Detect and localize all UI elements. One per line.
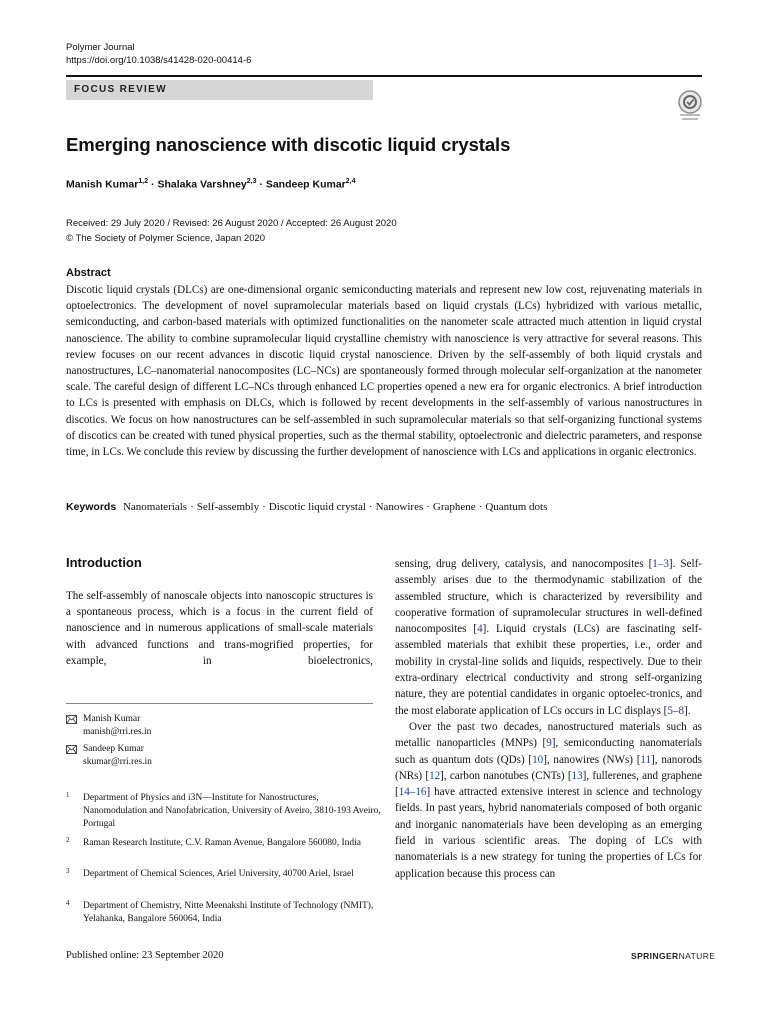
received-dates: Received: 29 July 2020 / Revised: 26 August 2020 / Accepted: 26 August 2020 [66, 218, 397, 229]
body-paragraph [395, 556, 702, 719]
body-text: ], fullerenes, and graphene [ [395, 769, 702, 799]
publisher-logo-text: SPRINGER [631, 951, 679, 961]
keywords-heading: Keywords [66, 501, 117, 513]
footnote-divider [66, 703, 373, 704]
published-date: Published online: 23 September 2020 [66, 950, 224, 961]
affiliation-text: Department of Chemistry, Nitte Meenakshi Institute of Technology (NMIT), Yelahanka, Bangalore 560064, India [83, 901, 374, 924]
affiliation-number: 4 [66, 899, 70, 907]
journal-name: Polymer Journal [66, 42, 135, 53]
author-name[interactable]: Sandeep Kumar [265, 178, 346, 191]
copyright-line: © The Society of Polymer Science, Japan 2020 [66, 233, 266, 244]
keyword-separator: · [262, 501, 266, 513]
email-envelope-icon [66, 745, 77, 754]
affiliation-text: Department of Physics and i3N—Institute for Nanostructures, Nanomodulation and Nanofabrication, University of Aveiro, 3810-193 Aveiro, Portugal [83, 793, 381, 829]
author-separator: · [151, 178, 155, 191]
citation-link[interactable]: 13 [571, 769, 583, 782]
author-affiliation-marker: 2,3 [246, 178, 257, 185]
author-name[interactable]: Manish Kumar [66, 178, 139, 191]
author-list [66, 178, 356, 191]
introduction-column-2 [395, 556, 702, 882]
keyword: Discotic liquid crystal [268, 501, 366, 513]
citation-link[interactable]: 9 [546, 737, 552, 750]
body-text: Over the past two decades, nanostructured materials such as metallic nanoparticles (MNPs) [ [395, 720, 702, 750]
body-text: ]. Liquid crystals (LCs) are fascinating self-assembled materials that exhibit these properties, i.e., order and mobility in crystal-line solids and liquids, respectively. Due to their extra-ordinary electrical conductivity and strong self-organizing nature, they are potential candidates in organic optoelec-tronics, and the most elaborate application of LCs occurs in LC displays [ [395, 623, 702, 717]
check-for-updates-icon[interactable] [674, 88, 706, 122]
body-paragraph [395, 719, 702, 882]
author-affiliation-marker: 2,4 [345, 178, 356, 185]
contact-name: Sandeep Kumar [83, 744, 144, 754]
author-affiliation-marker: 1,2 [138, 178, 149, 185]
keyword-separator: · [426, 501, 430, 513]
citation-link[interactable]: 14–16 [398, 786, 427, 799]
keyword: Graphene [432, 501, 476, 513]
citation-link[interactable]: 5–8 [667, 704, 684, 717]
abstract-heading: Abstract [66, 267, 111, 279]
affiliation-text: Raman Research Institute, C.V. Raman Avenue, Bangalore 560080, India [83, 838, 361, 848]
header-rule [66, 75, 702, 77]
body-text: ], nanowires (NWs) [ [543, 753, 641, 766]
author-name[interactable]: Shalaka Varshney [157, 178, 247, 191]
doi-link[interactable]: https://doi.org/10.1038/s41428-020-00414-6 [66, 55, 252, 66]
keyword: Quantum dots [485, 501, 548, 513]
keyword-separator: · [368, 501, 373, 513]
email-envelope-icon [66, 715, 77, 724]
keyword-separator: · [190, 501, 194, 513]
contact-name: Manish Kumar [83, 714, 141, 724]
affiliation-number: 1 [66, 791, 70, 799]
body-text: ]. Self-assembly arises due to the thermodynamic stabilization of the assembled structure, which is characterized by reversibility and cooperative formation of supramolecular structures in well-defined nanocomposites [ [395, 558, 702, 636]
affiliation-text: Department of Chemical Sciences, Ariel University, 40700 Ariel, Israel [83, 869, 354, 879]
introduction-heading: Introduction [66, 555, 142, 570]
body-text: ] have attracted extensive interest in science and technology fields. In past years, hybrid nanomaterials composed of both organic and inorganic nanomaterials have been developing as an emerging field in various scientific areas. The doping of LCs with nanomaterials is a new strategy for tuning the properties of LCs for application because this process can [395, 786, 702, 880]
contact-email[interactable]: manish@rri.res.in [83, 727, 152, 737]
citation-link[interactable]: 1–3 [652, 558, 669, 570]
body-text: ], nanorods (NRs) [ [395, 753, 703, 782]
publisher-logo [631, 951, 715, 961]
body-text: ], carbon nanotubes (CNTs) [ [440, 769, 572, 782]
publisher-logo-text: NATURE [678, 951, 716, 961]
keywords [66, 501, 706, 513]
affiliation-number: 2 [66, 836, 70, 844]
citation-link[interactable]: 10 [532, 753, 544, 766]
body-text: ]. [684, 704, 691, 717]
journal-header [66, 41, 251, 67]
article-dates [66, 216, 397, 246]
contact-email[interactable]: skumar@rri.res.in [83, 757, 152, 767]
keyword-separator: · [478, 501, 483, 513]
keyword: Self-assembly [196, 501, 260, 513]
affiliation-number: 3 [66, 867, 70, 875]
body-text: ], semiconducting nanomaterials such as quantum dots (QDs) [ [395, 737, 702, 766]
abstract-text: Discotic liquid crystals (DLCs) are one-dimensional organic semiconducting materials and represent new low cost, rejuvenating materials in optoelectronics. The development of novel supramolecular materials based on liquid crystals (LCs) hybridized with various metallic, semiconducting, and carbon-based materials with optimized functionalities on the nanometer scale attracted much attention in liquid crystal nanoscience. The ability to combine supramolecular liquid crystalline chemistry with nanoscience is very attractive for several reasons. This review focuses on our recent advances in discotic liquid crystal nanoscience. Driven by the self-assembly of both liquid crystals and nanostructures, LC–nanomaterial nanocomposites (LC–NCs) are spontaneously formed through molecular self-organization at the nanometer scale. The careful design of different LC–NCs through enhanced LC properties opened a new era for organic electronics. A brief introduction to LCs is presented with emphasis on DLCs, which is followed by recent developments in the self-assembly of various nanostructures in discotics. We focus on how nanostructures can be self-assembled in such supramolecular materials so that self-organizing functional systems of discotics can be created with tuned physical properties, such as the thermal stability, optoelectronic and dielectric parameters, and response time, in LCs. We conclude this review by discussing the further development of nanoscience with LCs and applications in organic electronics. [66, 284, 702, 459]
section-label: FOCUS REVIEW [66, 80, 373, 100]
introduction-paragraph: The self-assembly of nanoscale objects into nanoscopic structures is a spontaneous process, which is a focus in the current field of nanoscience and in numerous applications of small-scale materials with advanced functions and trans-mogrified properties, for example, in bioelectronics, [66, 590, 373, 667]
body-text: sensing, drug delivery, catalysis, and nanocomposites [ [395, 558, 653, 570]
citation-link[interactable]: 4 [477, 623, 483, 636]
citation-link[interactable]: 11 [640, 753, 652, 766]
citation-link[interactable]: 12 [429, 769, 441, 782]
article-title: Emerging nanoscience with discotic liquid crystals [66, 134, 511, 155]
keyword: Nanomaterials [122, 501, 188, 513]
author-separator: · [259, 178, 263, 191]
keyword: Nanowires [375, 501, 424, 513]
